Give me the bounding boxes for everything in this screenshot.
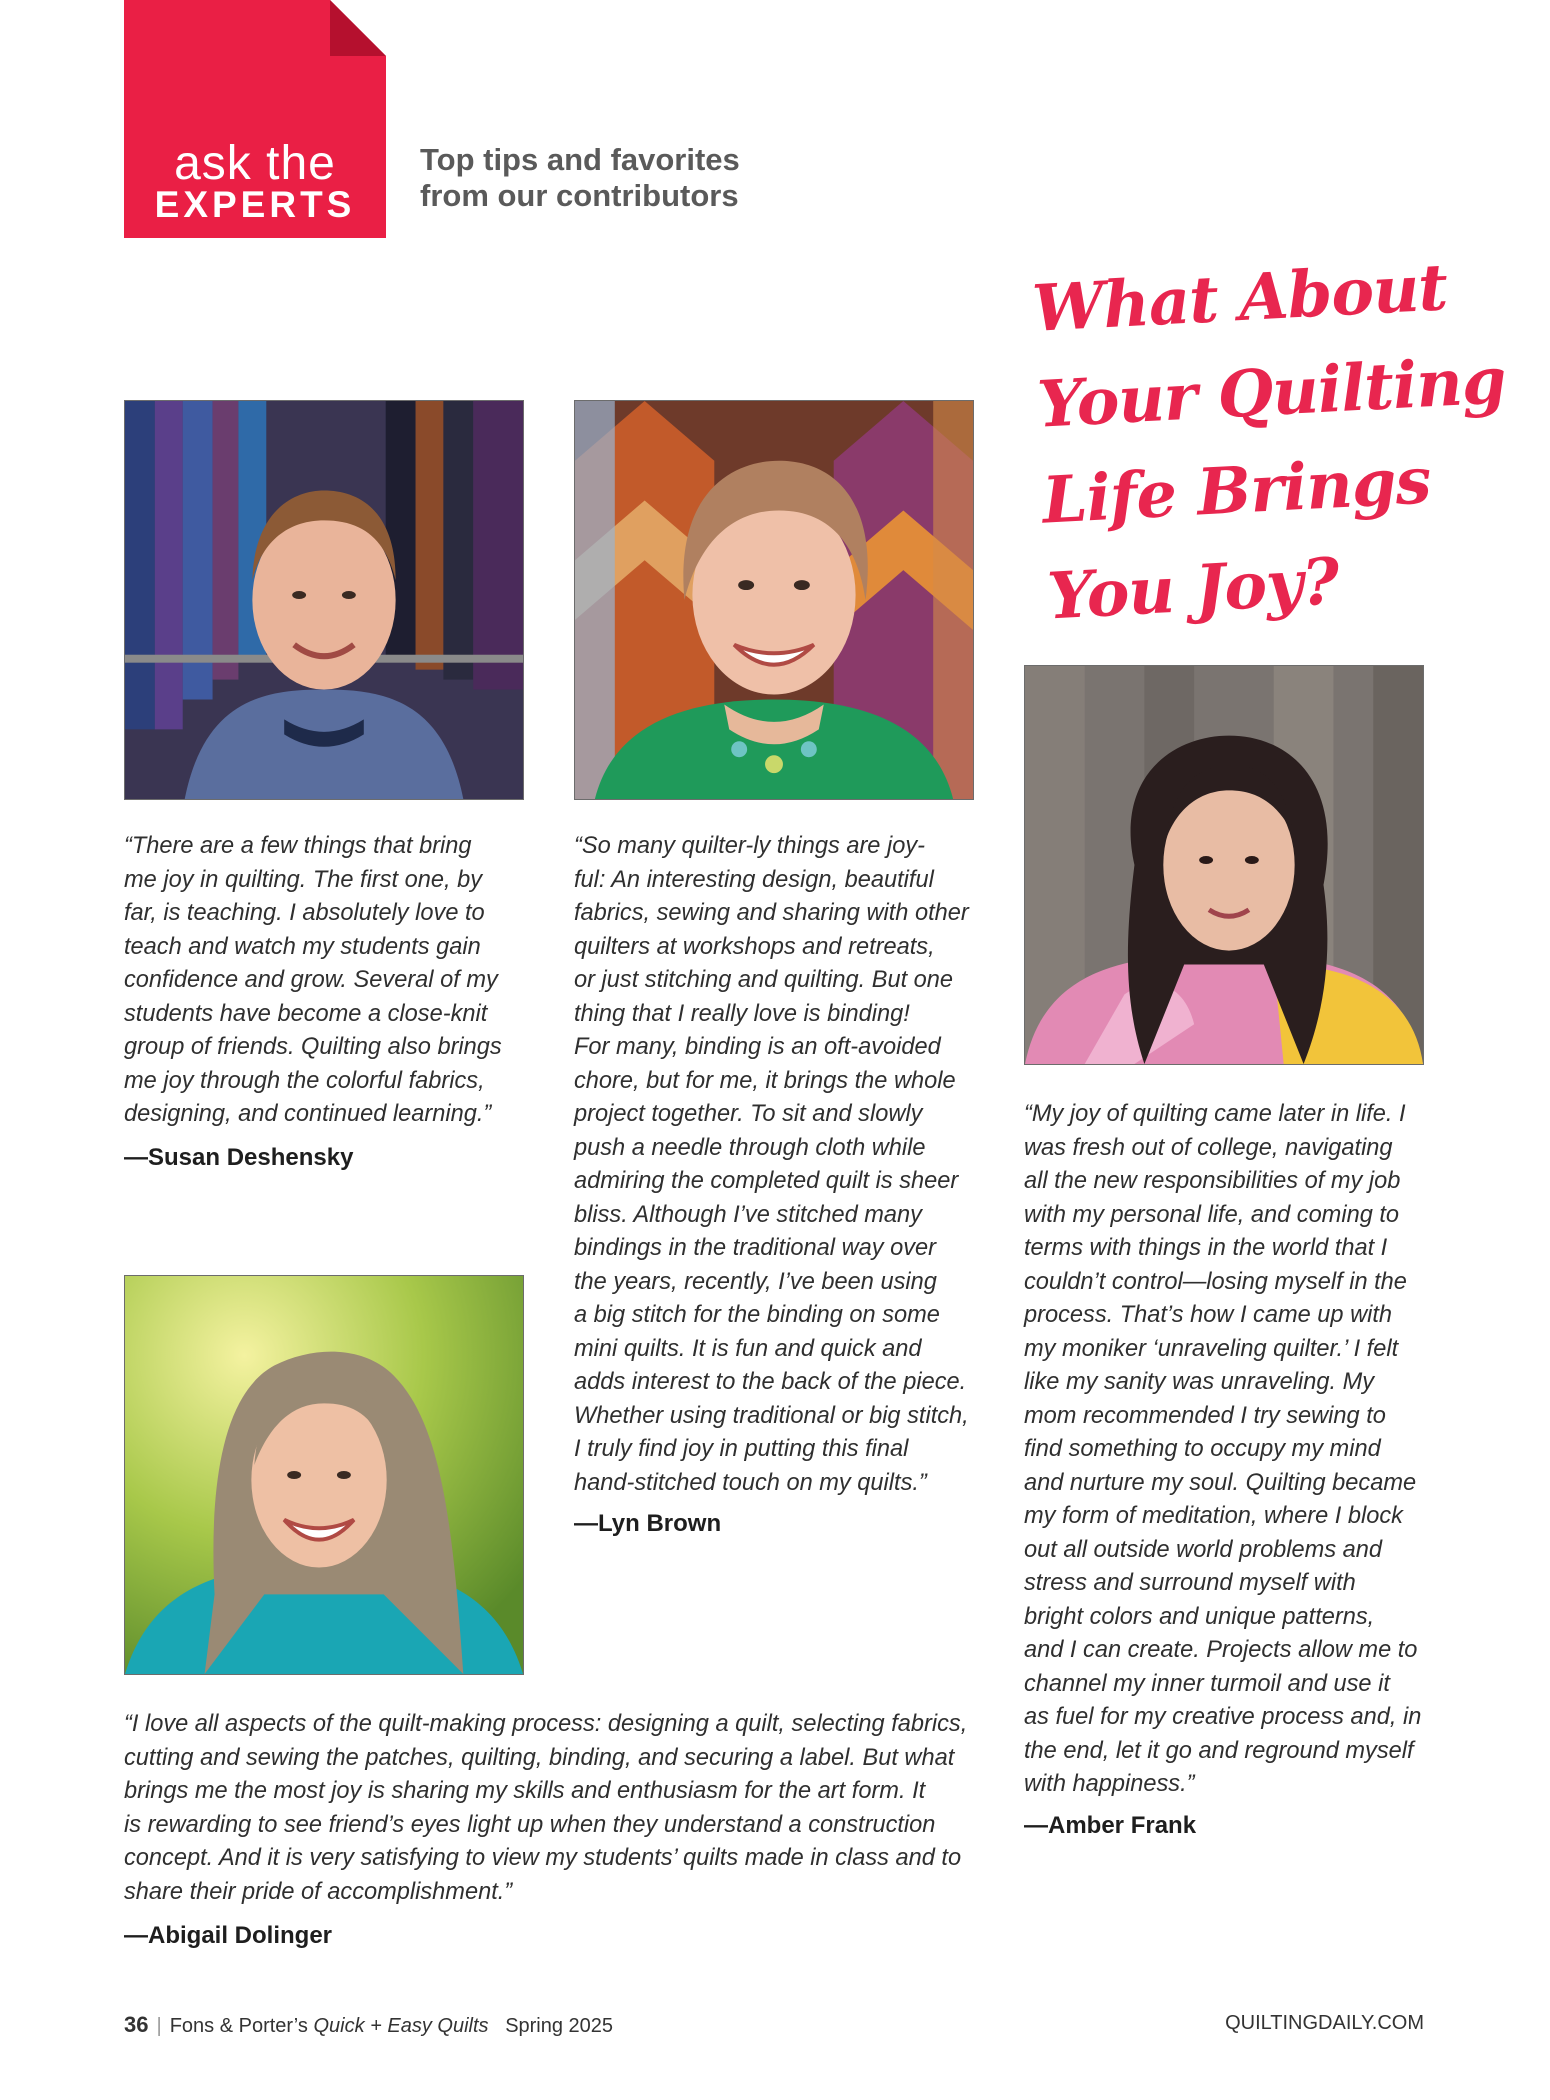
page-number: 36 [124,2012,149,2037]
quote-line: me joy through the colorful fabrics, [124,1067,485,1094]
publication-prefix: Fons & Porter’s [169,2015,308,2037]
quote-lyn-brown [574,830,984,1500]
title-line: What About [1030,250,1449,347]
article-title [1030,237,1529,646]
footer-separator: | [156,2015,162,2037]
quote-line: me joy in quilting. The first one, by [124,866,483,893]
photo-lyn-brown [574,400,974,800]
quote-line: “So many quilter-ly things are joy- [574,833,925,859]
quote-line: confidence and grow. Several of my [124,967,498,993]
tagline-line: from our contributors [420,178,739,213]
section-tagline [420,142,920,214]
quote-line: find something to occupy my mind [1024,1436,1381,1462]
quote-line: mini quilts. It is fun and quick and [574,1335,922,1362]
quote-line: teach and watch my students gain [124,933,481,960]
photo-susan-deshensky [124,400,524,800]
quote-line: process. That’s how I came up with [1024,1302,1393,1328]
tab-label-experts: EXPERTS [154,184,356,225]
website-link[interactable]: QUILTINGDAILY.COM [1225,2012,1424,2034]
quote-susan-deshensky [124,830,534,1132]
quote-line: share their pride of accomplishment.” [124,1878,513,1905]
quote-line: out all outside world problems and [1024,1536,1383,1563]
quote-line: is rewarding to see friend’s eyes light up when they understand a construction [124,1811,936,1838]
quote-line: stress and surround myself with [1024,1570,1356,1596]
quote-line: bright colors and unique patterns, [1024,1603,1375,1630]
quote-line: as fuel for my creative process and, in [1024,1704,1422,1730]
quote-line: cutting and sewing the patches, quilting, binding, and securing a label. But what [124,1744,955,1771]
issue-date: Spring 2025 [505,2015,614,2037]
quote-line: the end, let it go and reground myself [1024,1737,1414,1764]
quote-line: all the new responsibilities of my job [1024,1168,1401,1194]
quote-line: thing that I really love is binding! [574,1000,910,1027]
quote-amber-frank [1024,1098,1444,1802]
signature-amber-frank: —Amber Frank [1024,1812,1197,1839]
quote-line: For many, binding is an oft-avoided [574,1034,941,1060]
quote-line: and I can create. Projects allow me to [1024,1637,1418,1663]
quote-line: and nurture my soul. Quilting became [1024,1469,1417,1496]
quote-line: designing, and continued learning.” [124,1101,492,1127]
quote-line: group of friends. Quilting also brings [124,1034,502,1060]
photo-abigail-dolinger [124,1275,524,1675]
quote-line: project together. To sit and slowly [574,1101,923,1127]
signature-abigail-dolinger: —Abigail Dolinger [124,1922,333,1949]
photo-amber-frank [1024,665,1424,1065]
quote-line: I truly find joy in putting this final [574,1436,909,1462]
page-footer-left [124,2012,613,2038]
quote-line: or just stitching and quilting. But one [574,967,954,993]
quote-line: the years, recently, I’ve been using [574,1268,937,1295]
quote-line: with my personal life, and coming to [1024,1201,1400,1228]
quote-line: “There are a few things that bring [124,833,472,859]
quote-line: my form of meditation, where I block [1024,1503,1403,1529]
quote-line: Whether using traditional or big stitch, [574,1402,969,1429]
quote-line: terms with things in the world that I [1024,1235,1388,1261]
signature-susan-deshensky: —Susan Deshensky [124,1144,354,1171]
quote-line: couldn’t control—losing myself in the [1024,1268,1407,1295]
quote-line: a big stitch for the binding on some [574,1302,940,1328]
quote-line: was fresh out of college, navigating [1024,1134,1393,1161]
tab-label-ask: ask the [174,137,336,190]
tagline-line: Top tips and favorites [420,142,740,177]
quote-line: my moniker ‘unraveling quilter.’ I felt [1024,1335,1399,1362]
title-line: You Joy? [1045,544,1341,635]
quote-line: bindings in the traditional way over [574,1235,936,1261]
quote-line: ful: An interesting design, beautiful [574,866,934,893]
quote-line: fabrics, sewing and sharing with other [574,900,969,926]
quote-line: adds interest to the back of the piece. [574,1369,967,1395]
publication-title: Quick + Easy Quilts [313,2015,489,2037]
quote-line: quilters at workshops and retreats, [574,933,935,960]
quote-line: admiring the completed quilt is sheer [574,1168,959,1194]
quote-line: bliss. Although I’ve stitched many [574,1201,922,1228]
quote-line: push a needle through cloth while [574,1134,926,1161]
quote-line: mom recommended I try sewing to [1024,1402,1386,1429]
quote-line: far, is teaching. I absolutely love to [124,900,485,926]
signature-lyn-brown: —Lyn Brown [574,1510,722,1537]
quote-line: channel my inner turmoil and use it [1024,1670,1390,1697]
quote-line: chore, but for me, it brings the whole [574,1067,956,1094]
quote-abigail-dolinger [124,1708,1004,1909]
quote-line: with happiness.” [1024,1771,1195,1797]
quote-line: students have become a close-knit [124,1000,488,1027]
quote-line: “I love all aspects of the quilt-making process: designing a quilt, selecting fabrics, [124,1711,968,1737]
title-line: Your Quilting [1035,343,1508,443]
quote-line: like my sanity was unraveling. My [1024,1369,1375,1395]
title-line: Life Brings [1040,443,1433,539]
quote-line: concept. And it is very satisfying to view my students’ quilts made in class and to [124,1845,962,1871]
quote-line: “My joy of quilting came later in life. I [1024,1101,1406,1127]
quote-line: brings me the most joy is sharing my skills and enthusiasm for the art form. It [124,1778,926,1804]
quote-line: hand-stitched touch on my quilts.” [574,1469,927,1496]
